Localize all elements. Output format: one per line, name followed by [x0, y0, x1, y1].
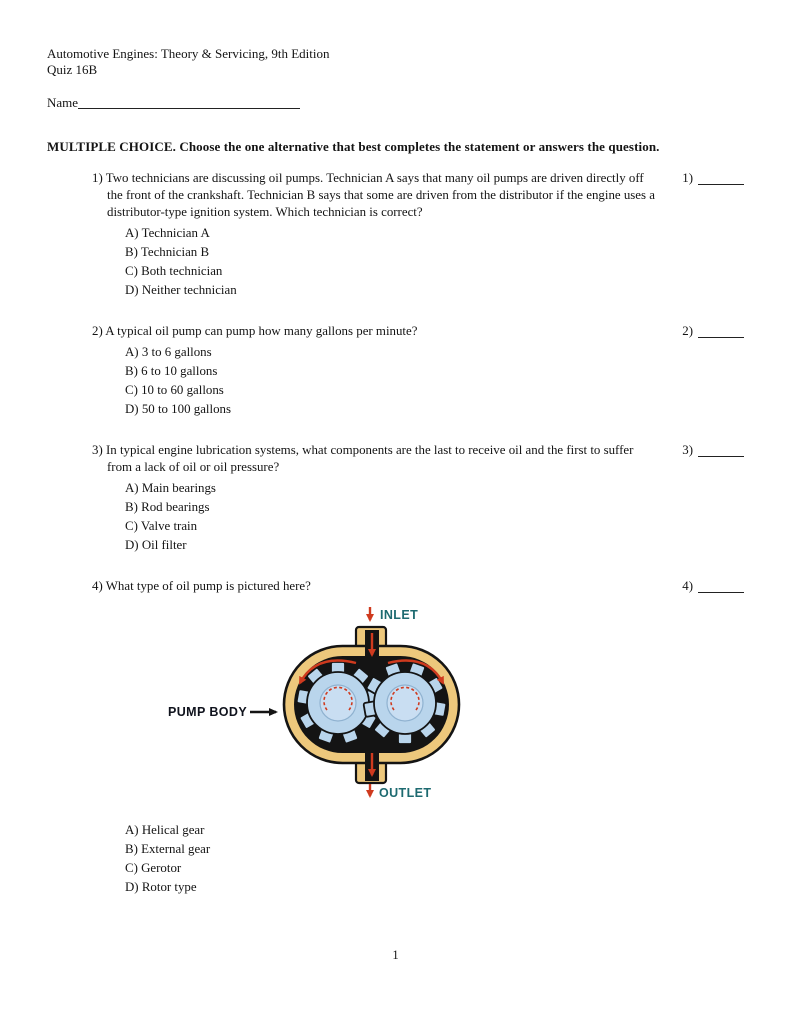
question-1 [47, 170, 744, 299]
choice-d: D) Rotor type [125, 880, 197, 895]
answer-blank-1[interactable]: 1) [682, 170, 744, 299]
choice-b: B) External gear [125, 842, 211, 857]
question-number: 1) [92, 170, 103, 185]
question-number: 4) [92, 578, 103, 593]
choice-a: A) Technician A [125, 226, 210, 241]
question-1-choices [92, 225, 658, 299]
name-blank[interactable] [78, 95, 300, 109]
pump-body-label: PUMP BODY [168, 705, 248, 720]
choice-b: B) Rod bearings [125, 500, 210, 515]
name-row [47, 95, 744, 111]
question-number: 3) [92, 442, 103, 457]
question-4-text: 4) What type of oil pump is pictured here? [92, 578, 311, 593]
question-3-text: 3) In typical engine lubrication systems, what components are the last to receive oil and the first to suffer from a lack of oil or oil pressure? [92, 442, 634, 475]
question-number: 2) [92, 323, 103, 338]
quiz-title: Quiz 16B [47, 62, 98, 78]
question-2 [47, 323, 744, 418]
question-1-text: 1) Two technicians are discussing oil pumps. Technician A says that many oil pumps are driven directly off the front of the crankshaft. Technician B says that some are driven from the distributor if the engine uses a distributor-type ignition system. Which technician is correct? [92, 170, 655, 220]
choice-d: D) Neither technician [125, 283, 237, 298]
question-2-text: 2) A typical oil pump can pump how many gallons per minute? [92, 323, 418, 338]
choice-a: A) Main bearings [125, 481, 216, 496]
answer-line[interactable] [698, 579, 744, 593]
choice-c: C) Valve train [125, 519, 198, 534]
choice-c: C) 10 to 60 gallons [125, 383, 224, 398]
choice-a: A) 3 to 6 gallons [125, 345, 212, 360]
outlet-label: OUTLET [379, 786, 432, 801]
answer-line[interactable] [698, 324, 744, 338]
choice-a: A) Helical gear [125, 823, 205, 838]
oil-pump-diagram [164, 603, 564, 808]
book-title: Automotive Engines: Theory & Servicing, 9th Edition [47, 46, 330, 61]
question-3 [47, 442, 744, 554]
answer-line[interactable] [698, 171, 744, 185]
answer-blank-4[interactable]: 4) [682, 578, 744, 896]
question-4-choices [92, 822, 658, 896]
oil-pump-figure [164, 603, 658, 812]
choice-d: D) Oil filter [125, 538, 187, 553]
question-3-choices [92, 480, 658, 554]
inlet-label: INLET [380, 608, 419, 623]
question-2-choices [92, 344, 658, 418]
document-header [47, 46, 744, 79]
choice-d: D) 50 to 100 gallons [125, 402, 231, 417]
section-heading: MULTIPLE CHOICE. Choose the one alternative that best completes the statement or answers the question. [47, 138, 660, 154]
choice-c: C) Gerotor [125, 861, 182, 876]
name-label: Name [47, 94, 79, 110]
question-4 [47, 578, 744, 896]
choice-b: B) Technician B [125, 245, 210, 260]
choice-b: B) 6 to 10 gallons [125, 364, 218, 379]
page-number: 1 [392, 948, 399, 962]
choice-c: C) Both technician [125, 264, 223, 279]
answer-blank-3[interactable]: 3) [682, 442, 744, 554]
answer-line[interactable] [698, 443, 744, 457]
answer-blank-2[interactable]: 2) [682, 323, 744, 418]
